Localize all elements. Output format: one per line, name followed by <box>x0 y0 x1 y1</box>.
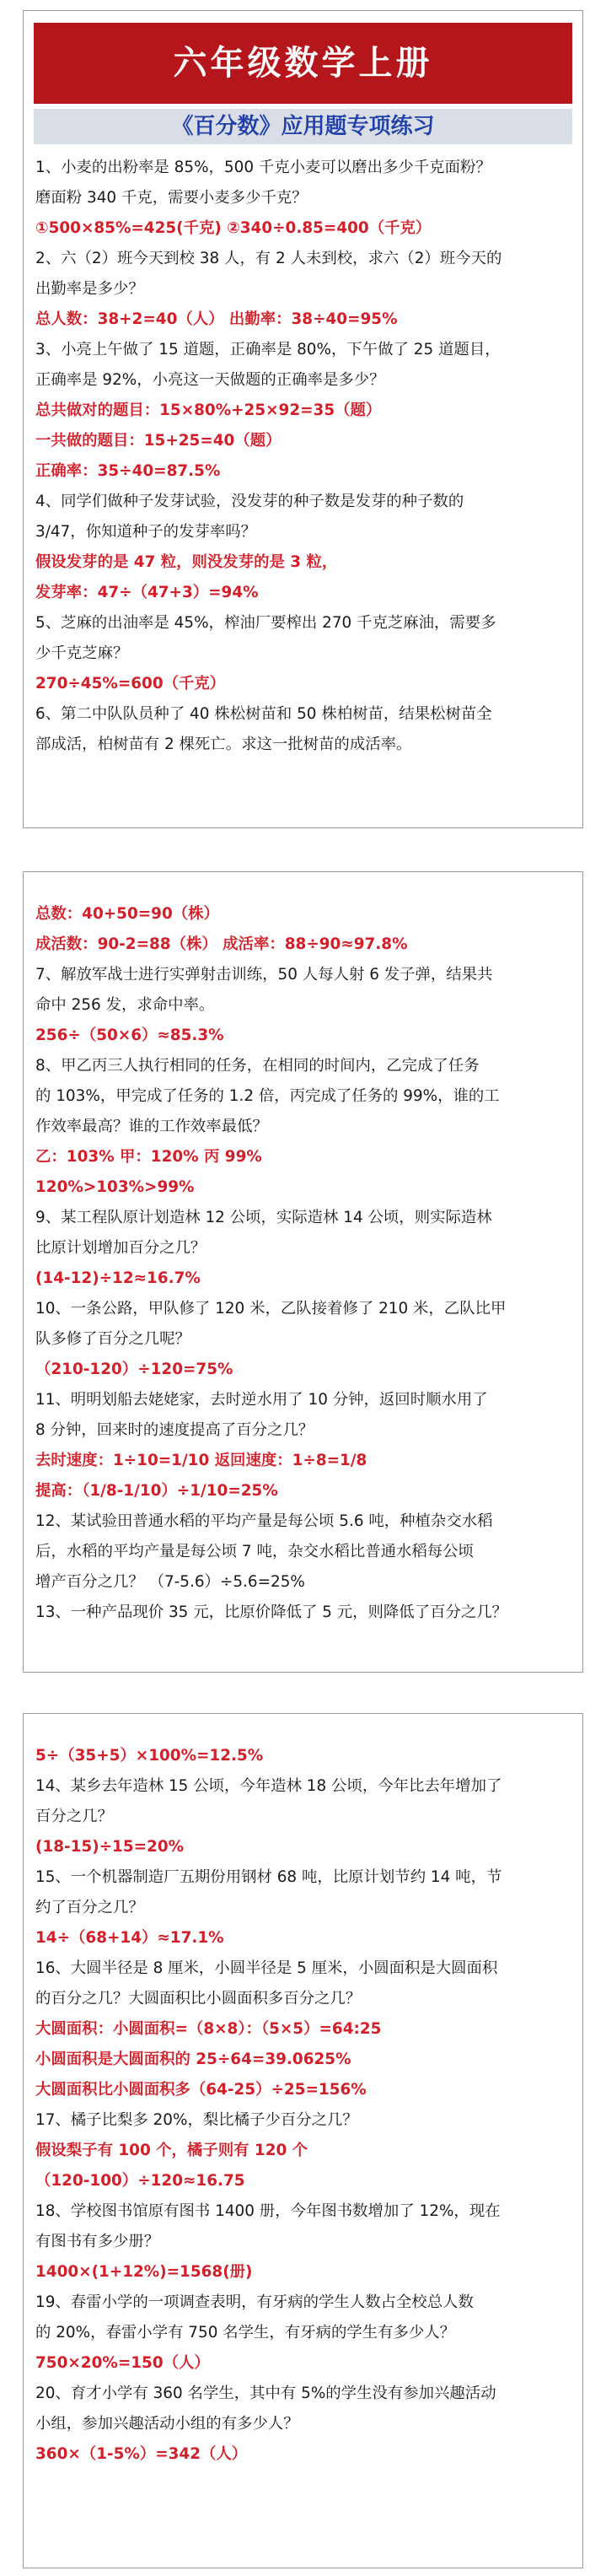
answer-line: 成活数：90-2=88（株） 成活率：88÷90≈97.8% <box>35 935 408 953</box>
answer-line: 去时速度：1÷10=1/10 返回速度：1÷8=1/8 <box>35 1452 367 1469</box>
question-line: 5、芝麻的出油率是 45%，榨油厂要榨出 270 千克芝麻油，需要多 <box>35 614 496 632</box>
question-line: 小组，参加兴趣活动小组的有多少人？ <box>35 2415 299 2433</box>
answer-line: 提高：（1/8-1/10）÷1/10=25% <box>35 1482 278 1500</box>
question-line: 的百分之几？大圆面积比小圆面积多百分之几？ <box>35 1990 362 2007</box>
page-title: 六年级数学上册 <box>34 23 572 104</box>
question-line: 约了百分之几？ <box>35 1899 144 1916</box>
answer-line: 假设发芽的是 47 粒，则没发芽的是 3 粒， <box>35 553 338 571</box>
question-line: 作效率最高？谁的工作效率最低？ <box>35 1118 268 1135</box>
answer-line: 256÷（50×6）≈85.3% <box>35 1027 224 1044</box>
answer-line: 正确率：35÷40=87.5% <box>35 462 221 480</box>
question-line: 12、某试验田普通水稻的平均产量是每公顷 5.6 吨，种植杂交水稻 <box>35 1512 493 1530</box>
question-line: 15、一个机器制造厂五期份用钢材 68 吨，比原计划节约 14 吨，节 <box>35 1868 502 1886</box>
question-line: 增产百分之几？ （7-5.6）÷5.6=25% <box>35 1573 305 1591</box>
question-line: 4、同学们做种子发芽试验，没发芽的种子数是发芽的种子数的 <box>35 493 464 510</box>
question-line: 3/47，你知道种子的发芽率吗？ <box>35 523 256 541</box>
worksheet-card-1 <box>23 10 583 828</box>
question-line: 9、某工程队原计划造林 12 公顷，实际造林 14 公顷，则实际造林 <box>35 1209 492 1226</box>
question-line: 比原计划增加百分之几？ <box>35 1239 206 1257</box>
card-2-content <box>24 872 582 1628</box>
answer-line: 120%>103%>99% <box>35 1178 195 1196</box>
card-1-content <box>24 144 582 760</box>
question-line: 11、明明划船去姥姥家，去时逆水用了 10 分钟，返回时顺水用了 <box>35 1391 488 1409</box>
question-line: 3、小亮上午做了 15 道题，正确率是 80%，下午做了 25 道题目， <box>35 341 501 358</box>
answer-line: 大圆面积：小圆面积=（8×8）：（5×5）=64:25 <box>35 2020 382 2038</box>
answer-line: 总人数：38+2=40（人） 出勤率：38÷40=95% <box>35 310 398 328</box>
question-line: 出勤率是多少？ <box>35 280 144 298</box>
answer-line: 270÷45%=600（千克） <box>35 675 226 693</box>
question-line: 的 20%，春雷小学有 750 名学生，有牙病的学生有多少人？ <box>35 2324 456 2342</box>
answer-line: 大圆面积比小圆面积多（64-25）÷25=156% <box>35 2081 367 2099</box>
answer-line: 乙：103% 甲：120% 丙 99% <box>35 1148 262 1166</box>
question-line: 13、一种产品现价 35 元，比原价降低了 5 元，则降低了百分之几？ <box>35 1603 508 1621</box>
worksheet-card-3 <box>23 1713 583 2568</box>
question-line: 队多修了百分之几呢？ <box>35 1330 190 1348</box>
answer-line: （210-120）÷120=75% <box>35 1361 233 1378</box>
page-subtitle: 《百分数》应用题专项练习 <box>34 109 572 144</box>
question-line: 的 103%，甲完成了任务的 1.2 倍，丙完成了任务的 99%，谁的工 <box>35 1087 500 1105</box>
answer-line: 750×20%=150（人） <box>35 2354 210 2372</box>
worksheet-card-2 <box>23 871 583 1673</box>
answer-line: (14-12)÷12≈16.7% <box>35 1269 201 1287</box>
question-line: 2、六（2）班今天到校 38 人，有 2 人未到校，求六（2）班今天的 <box>35 250 502 267</box>
question-line: 磨面粉 340 千克，需要小麦多少千克？ <box>35 189 308 207</box>
answer-line: 5÷（35+5）×100%=12.5% <box>35 1747 264 1765</box>
question-line: 20、育才小学有 360 名学生，其中有 5%的学生没有参加兴趣活动 <box>35 2385 496 2402</box>
answer-line: ①500×85%=425(千克) ②340÷0.85=400（千克） <box>35 219 432 237</box>
question-line: 6、第二中队队员种了 40 株松树苗和 50 株柏树苗，结果松树苗全 <box>35 705 492 723</box>
question-line: 正确率是 92%，小亮这一天做题的正确率是多少？ <box>35 371 385 389</box>
answer-line: 360×（1-5%）=342（人） <box>35 2445 248 2463</box>
card-3-content <box>24 1714 582 2470</box>
answer-line: (18-15)÷15=20% <box>35 1838 185 1856</box>
question-line: 19、春雷小学的一项调查表明，有牙病的学生人数占全校总人数 <box>35 2293 474 2311</box>
question-line: 7、解放军战士进行实弹射击训练，50 人每人射 6 发子弹，结果共 <box>35 966 493 984</box>
answer-line: （120-100）÷120≈16.75 <box>35 2172 245 2190</box>
question-line: 有图书有多少册？ <box>35 2233 160 2250</box>
question-line: 命中 256 发，求命中率。 <box>35 996 215 1014</box>
answer-line: 14÷（68+14）≈17.1% <box>35 1929 224 1947</box>
question-line: 8 分钟，回来时的速度提高了百分之几？ <box>35 1421 314 1439</box>
question-line: 百分之几？ <box>35 1808 113 1825</box>
answer-line: 总数：40+50=90（株） <box>35 905 219 923</box>
question-line: 17、橘子比梨多 20%，梨比橘子少百分之几？ <box>35 2111 358 2129</box>
answer-line: 一共做的题目：15+25=40（题） <box>35 432 282 450</box>
question-line: 16、大圆半径是 8 厘米，小圆半径是 5 厘米，小圆面积是大圆面积 <box>35 1959 498 1977</box>
answer-line: 1400×(1+12%)=1568(册) <box>35 2263 253 2281</box>
answer-line: 发芽率：47÷（47+3）=94% <box>35 584 259 601</box>
question-line: 18、学校图书馆原有图书 1400 册，今年图书数增加了 12%，现在 <box>35 2202 501 2220</box>
question-line: 部成活，柏树苗有 2 棵死亡。求这一批树苗的成活率。 <box>35 736 412 753</box>
answer-line: 假设梨子有 100 个，橘子则有 120 个 <box>35 2142 308 2159</box>
question-line: 少千克芝麻？ <box>35 644 129 662</box>
question-line: 14、某乡去年造林 15 公顷，今年造林 18 公顷，今年比去年增加了 <box>35 1777 502 1795</box>
question-line: 1、小麦的出粉率是 85%，500 千克小麦可以磨出多少千克面粉？ <box>35 159 491 176</box>
question-line: 8、甲乙丙三人执行相同的任务，在相同的时间内，乙完成了任务 <box>35 1057 480 1075</box>
answer-line: 总共做对的题目：15×80%+25×92=35（题） <box>35 401 382 419</box>
question-line: 后，水稻的平均产量是每公顷 7 吨，杂交水稻比普通水稻每公顷 <box>35 1543 474 1560</box>
answer-line: 小圆面积是大圆面积的 25÷64=39.0625% <box>35 2051 351 2068</box>
question-line: 10、一条公路，甲队修了 120 米，乙队接着修了 210 米，乙队比甲 <box>35 1300 507 1318</box>
